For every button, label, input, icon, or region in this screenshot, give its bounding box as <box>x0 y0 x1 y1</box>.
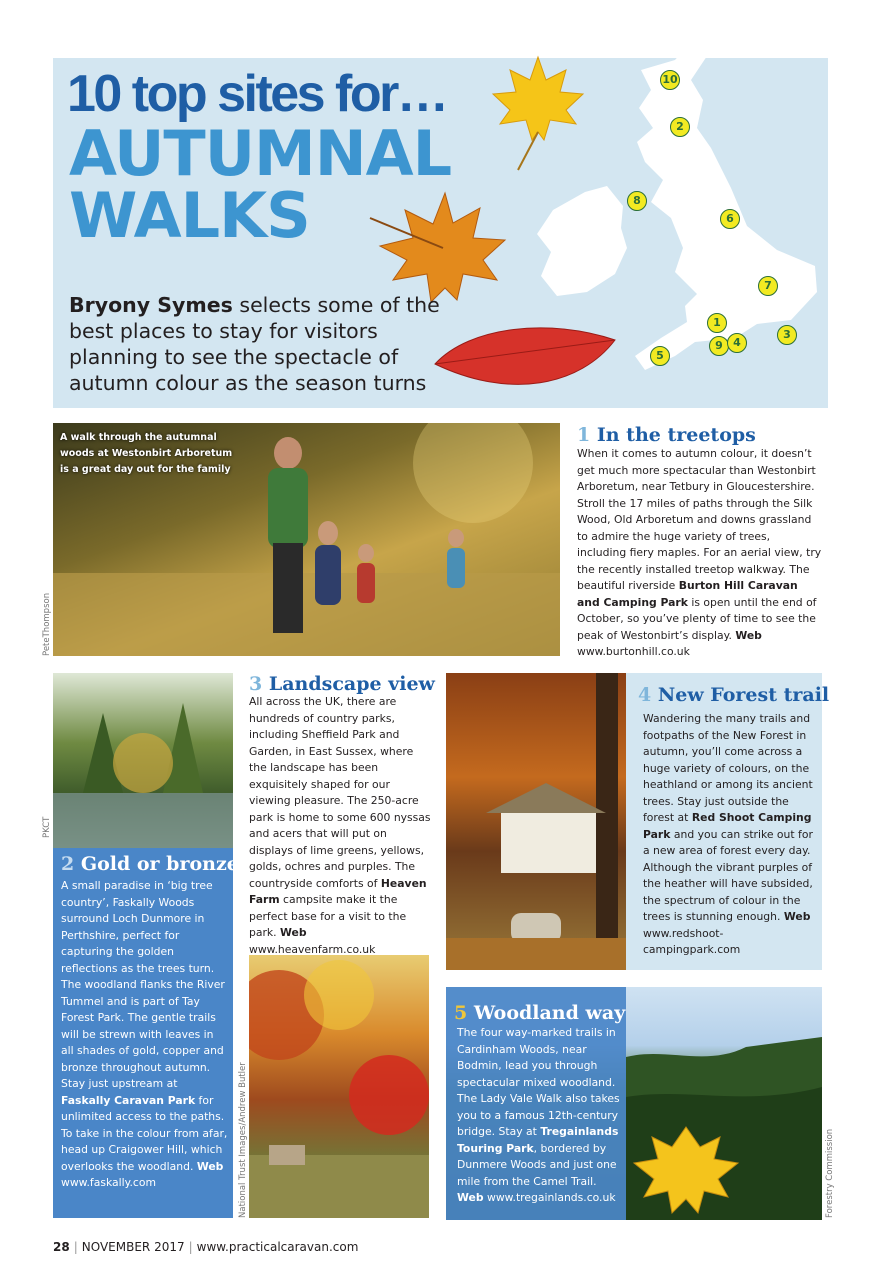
intro-text: selects some of the best places to stay for visitors planning to see the spectacle of autumn colour as the season turns <box>69 293 440 395</box>
intro-author: Bryony Symes <box>69 293 233 317</box>
section-1-body: When it comes to autumn colour, it doesn’t get much more spectacular than Westonbirt Arboretum, near Tetbury in Gloucestershire. Stroll the 17 miles of paths through the Silk Wood, Old Arboretum and downs grassland to admire the huge variety of trees, including fiery maples. For an aerial view, try the recently installed treetop walkway. The beautiful riverside Burton Hill Caravan and Camping Park is open until the end of October, so you’ve plenty of time to see the peak of Westonbirt’s display. Web www.burtonhill.co.uk <box>577 447 822 658</box>
photo-credit-5: Forestry Commission <box>825 1128 835 1218</box>
photo-credit-2: PKCT <box>42 816 52 838</box>
footer-website: www.practicalcaravan.com <box>196 1240 359 1254</box>
section-4-body: Wandering the many trails and footpaths of the New Forest in autumn, you’ll come across a huge variety of colours, on the heathland or among its ancient trees. Stay just outside the forest at Red Shoot Camping Park and you can strike out for a new area of forest every day. Although the vibrant purples of the heather will have subsided, the spectrum of colour in the trees is stunning enough. Web www.redshoot-campingpark.com <box>643 712 813 956</box>
faskally-woods-photo <box>53 673 233 848</box>
section-5-weblink: www.tregainlands.co.uk <box>487 1191 616 1204</box>
map-marker-7: 7 <box>758 276 778 296</box>
section-3-weblink: www.heavenfarm.co.uk <box>249 942 376 956</box>
section-3-body: All across the UK, there are hundreds of country parks, including Sheffield Park and Garden, in East Sussex, where the landscape has been exquisitely shaped for our viewing pleasure. The 250-acre park is home to some 600 nyssas and acers that will put on displays of lime greens, yellows, golds, ochres and purples. The countryside comforts of Heaven Farm campsite make it the perfect base for a visit to the park. Web www.heavenfarm.co.uk <box>249 695 431 956</box>
map-marker-10: 10 <box>660 70 680 90</box>
section-1-weblink: www.burtonhill.co.uk <box>577 645 690 658</box>
photo-credit-1: PeteThompson <box>42 592 52 656</box>
section-1-title: 1 In the treetops <box>577 424 756 446</box>
photo-credit-3: National Trust Images/Andrew Butler <box>238 1062 248 1218</box>
new-forest-photo <box>446 673 626 970</box>
map-marker-4: 4 <box>727 333 747 353</box>
intro-standfirst <box>69 292 449 396</box>
map-marker-2: 2 <box>670 117 690 137</box>
section-3-title: 3 Landscape view <box>249 673 435 695</box>
section-4-weblink: www.redshoot-campingpark.com <box>643 926 741 956</box>
section-5-title: 5 Woodland way <box>454 1002 626 1024</box>
section-2-title: 2 Gold or bronze <box>61 853 239 875</box>
map-marker-5: 5 <box>650 346 670 366</box>
map-marker-1: 1 <box>707 313 727 333</box>
page-footer: 28 | NOVEMBER 2017 | www.practicalcaravan.com <box>53 1240 359 1254</box>
title-line-3: WALKS <box>69 179 310 252</box>
section-5-body: The four way-marked trails in Cardinham Woods, near Bodmin, lead you through spectacular mixed woodland. The Lady Vale Walk also takes you to a famous 12th-century bridge. Stay at Tregainlands Touring Park, bordered by Dunmere Woods and just one mile from the Camel Trail. Web www.tregainlands.co.uk <box>457 1026 620 1204</box>
section-2-box <box>53 848 239 1218</box>
section-4-title: 4 New Forest trail <box>638 684 830 706</box>
issue-date: NOVEMBER 2017 <box>81 1240 185 1254</box>
photo-caption: A walk through the autumnal woods at Westonbirt Arboretum is a great day out for the family <box>60 432 233 475</box>
map-marker-8: 8 <box>627 191 647 211</box>
section-2-weblink: www.faskally.com <box>61 1176 156 1189</box>
title-line-1: 10 top sites for… <box>67 65 447 123</box>
page-number: 28 <box>53 1240 70 1254</box>
map-marker-6: 6 <box>720 209 740 229</box>
map-marker-3: 3 <box>777 325 797 345</box>
sheffield-park-photo <box>249 955 429 1218</box>
section-2-body: A small paradise in ‘big tree country’, Faskally Woods surround Loch Dunmore in Perthshire, perfect for capturing the golden reflections as the trees turn. The woodland flanks the River Tummel and is part of Tay Forest Park. The gentle trails will be strewn with leaves in all shades of gold, copper and bronze throughout autumn. Stay just upstream at Faskally Caravan Park for unlimited access to the paths. To take in the colour from afar, head up Craigower Hill, which overlooks the woodland. Web www.faskally.com <box>61 879 228 1189</box>
map-marker-9: 9 <box>709 336 729 356</box>
title-line-2: AUTUMNAL <box>69 117 452 190</box>
